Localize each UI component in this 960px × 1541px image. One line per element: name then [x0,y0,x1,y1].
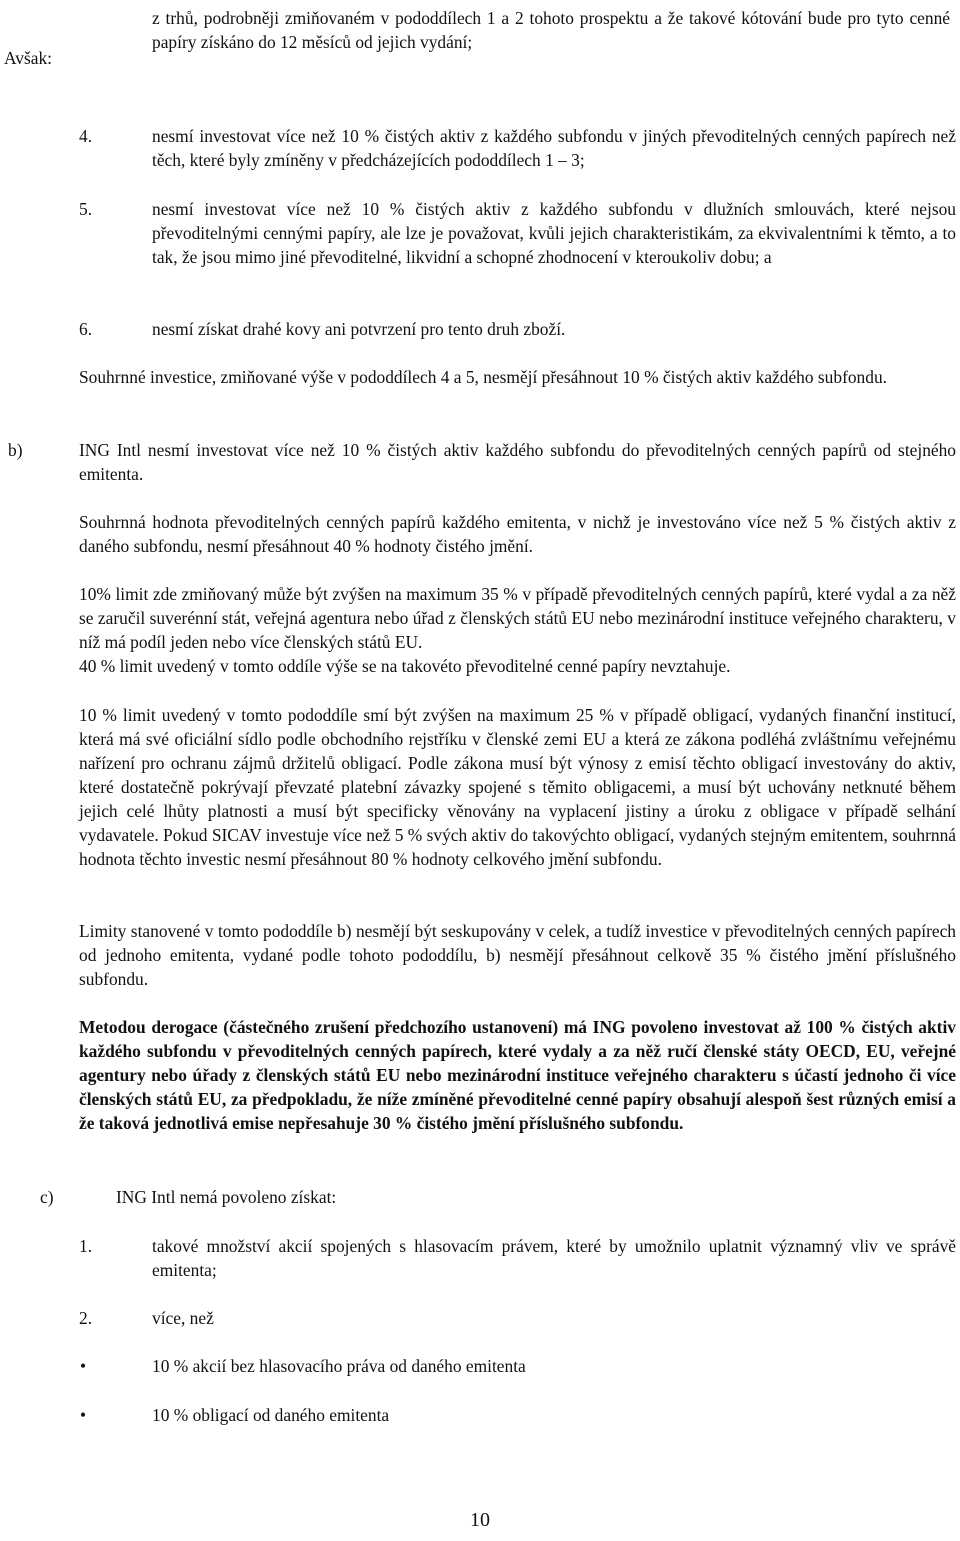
section-c-item-2-number: 2. [79,1308,93,1328]
item-5-text: nesmí investovat více než 10 % čistých aktiv z každého subfondu v dlužních smlouvách, které nejsou převoditelnými cennými papíry, ale lze je považovat, kvůli jejich charakteristikám, za ekvivalentními k těmto, a to tak, že jsou mimo jiné převoditelné, likvidní a schopné zhodnocení v kteroukoliv dobu; a [152,199,956,267]
section-c-item-1-number: 1. [79,1236,93,1256]
avsak-label: Avšak: [4,48,52,68]
item-6-number: 6. [79,319,93,339]
section-b-paragraph-3: 40 % limit uvedený v tomto oddíle výše se na takovéto převoditelné cenné papíry nevztahuje. [79,656,731,676]
bullet-icon: • [80,1356,87,1376]
section-b-derogation-paragraph: Metodou derogace (částečného zrušení předchozího ustanovení) má ING povoleno investovat až 100 % čistých aktiv každého subfondu v převoditelných cenných papírech, které vydaly a za něž ručí členské státy OECD, EU, veřejné agentury nebo úřady z členských států EU nebo mezinárodní instituce veřejného charakteru s účastí jednoho či více členských států EU, za předpokladu, že níže zmíněné převoditelné cenné papíry obsahují alespoň šest různých emisí a že taková jednotlivá emise nepřesahuje 30 % čistého jmění příslušného subfondu. [79,1017,956,1133]
bullet-item-1: 10 % akcií bez hlasovacího práva od daného emitenta [152,1356,526,1376]
section-b-paragraph-1: Souhrnná hodnota převoditelných cenných papírů každého emitenta, v nichž je investováno více než 5 % čistých aktiv z daného subfondu, nesmí přesáhnout 40 % hodnoty čistého jmění. [79,512,956,556]
section-b-paragraph-2: 10% limit zde zmiňovaný může být zvýšen na maximum 35 % v případě převoditelných cenných papírů, které vydal a za něž se zaručil suverénní stát, veřejná agentura nebo úřad z členských států EU nebo mezinárodní instituce veřejného charakteru, v níž má podíl jeden nebo více členských států EU. [79,584,956,652]
item-4-text: nesmí investovat více než 10 % čistých aktiv z každého subfondu v jiných převoditelných cenných papírech než těch, které byly zmíněny v předcházejících pododdílech 1 – 3; [152,126,956,170]
item-4-number: 4. [79,126,93,146]
section-c-lead: ING Intl nemá povoleno získat: [116,1187,337,1207]
bullet-icon: • [80,1405,87,1425]
section-c-item-1-text: takové množství akcií spojených s hlasovacím právem, které by umožnilo uplatnit významný vliv ve správě emitenta; [152,1236,956,1280]
page-number: 10 [470,1509,490,1531]
section-b-lead: ING Intl nesmí investovat více než 10 % čistých aktiv každého subfondu do převoditelných cenných papírů od stejného emitenta. [79,440,956,484]
section-b-label: b) [8,440,23,460]
item-6-text: nesmí získat drahé kovy ani potvrzení pro tento druh zboží. [152,319,566,339]
item-5-number: 5. [79,199,93,219]
section-b-paragraph-5: Limity stanovené v tomto pododdíle b) nesmějí být seskupovány v celek, a tudíž investice v převoditelných cenných papírech od jednoho emitenta, vydané podle tohoto pododdílu, b) nesmějí přesáhnout celkově 35 % čistého jmění příslušného subfondu. [79,921,956,989]
section-c-item-2-text: více, než [152,1308,214,1328]
section-b-paragraph-4: 10 % limit uvedený v tomto pododdíle smí být zvýšen na maximum 25 % v případě obligací, vydaných finanční institucí, která má své oficiální sídlo podle obchodního rejstříku v členské zemi EU a která ze zákona podléhá zvláštnímu veřejnému nařízení pro ochranu zájmů držitelů obligací. Podle zákona musí být výnosy z emisí těchto obligací investovány do aktiv, které dostatečně pokrývají převzaté platební závazky spojené s těmito obligacemi, a musí být uchovány netknuté během jejich celé lhůty platnosti a musí být specificky věnovány na vyplacení jistiny a úroku z obligace v případě selhání vydavatele. Pokud SICAV investuje více než 5 % svých aktiv do takovýchto obligací, vydaných stejným emitentem, souhrnná hodnota těchto investic nesmí přesáhnout 80 % hodnoty celkového jmění subfondu. [79,705,956,869]
bullet-item-2: 10 % obligací od daného emitenta [152,1405,390,1425]
intro-continuation: z trhů, podrobněji zmiňovaném v pododdílech 1 a 2 tohoto prospektu a že takové kótování bude pro tyto cenné papíry získáno do 12 měsíců od jejich vydání; [152,8,950,52]
section-a-summary: Souhrnné investice, zmiňované výše v pododdílech 4 a 5, nesmějí přesáhnout 10 % čistých aktiv každého subfondu. [79,367,887,387]
section-c-label: c) [40,1187,54,1207]
